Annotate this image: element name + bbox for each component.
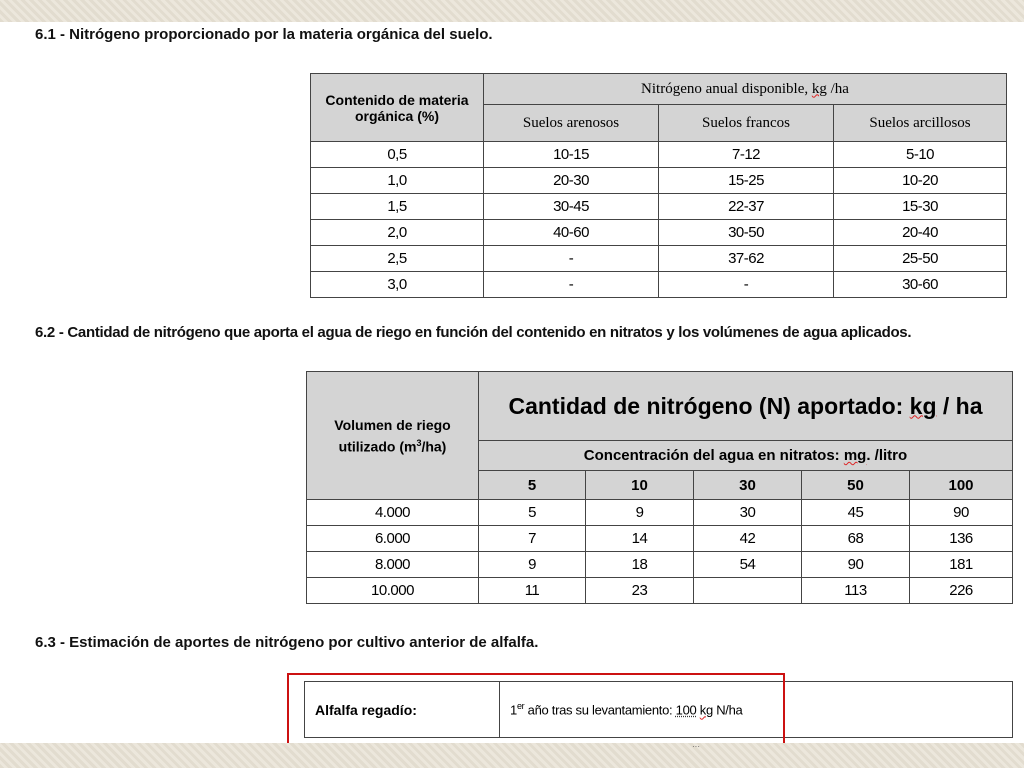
table-cell: 25-50 [834,246,1007,272]
section-6-2-heading: 6.2 - Cantidad de nitrógeno que aporta el agua de riego en función del contenido en nitratos y los volúmenes de agua aplicados. [35,324,912,341]
table-cell: 7 [479,526,586,552]
table-cell: 54 [694,552,802,578]
nitrogen-amount-header: Cantidad de nitrógeno (N) aportado: kg / ha [479,372,1013,441]
table-row [307,500,1013,526]
column-header: 100 [910,471,1013,500]
table-cell: 3,0 [311,272,484,298]
table-cell: 14 [586,526,694,552]
bottom-border-strip [0,743,1024,768]
table-cell: 9 [479,552,586,578]
table-cell: 11 [479,578,586,604]
table-cell: 90 [802,552,910,578]
table-cell: 20-30 [484,168,659,194]
table-cell: - [484,272,659,298]
table-row [307,552,1013,578]
table-cell: 40-60 [484,220,659,246]
alfalfa-label: Alfalfa regadío: [305,682,500,738]
table-cell: 18 [586,552,694,578]
table-cell: 113 [802,578,910,604]
table-cell [694,578,802,604]
table-cell: 30-50 [659,220,834,246]
table-cell: 90 [910,500,1013,526]
sandy-soil-header: Suelos arenosos [484,105,659,142]
table-cell: 45 [802,500,910,526]
table-cell: 0,5 [311,142,484,168]
table-cell: 22-37 [659,194,834,220]
table-cell: 136 [910,526,1013,552]
annual-nitrogen-header: Nitrógeno anual disponible, kg /ha [484,74,1007,105]
page-marker-icon: ··· [692,742,700,751]
irrigation-nitrogen-table [306,371,1013,604]
table-cell: 30-45 [484,194,659,220]
table-cell: 15-25 [659,168,834,194]
table-cell: 5-10 [834,142,1007,168]
table-cell: 20-40 [834,220,1007,246]
column-header: 50 [802,471,910,500]
nitrate-concentration-header: Concentración del agua en nitratos: mg. /litro [479,441,1013,471]
table-cell: 2,5 [311,246,484,272]
irrigation-volume-header: Volumen de riego utilizado $(m^3/ha)$ [307,372,479,500]
organic-matter-header: Contenido de materia orgánica (%) [311,74,484,142]
table-cell: 8.000 [307,552,479,578]
table-row [307,578,1013,604]
table-cell: 1,5 [311,194,484,220]
column-header: 30 [694,471,802,500]
table-cell: - [659,272,834,298]
top-border-strip [0,0,1024,22]
table-row [311,220,1007,246]
red-highlight-box [287,673,785,753]
table-row [311,168,1007,194]
table-cell: 10-15 [484,142,659,168]
table-cell: 4.000 [307,500,479,526]
table-row [311,142,1007,168]
table-cell: 226 [910,578,1013,604]
section-6-1-heading: 6.1 - Nitrógeno proporcionado por la materia orgánica del suelo. [35,26,493,43]
table-cell: 30 [694,500,802,526]
table-cell: 1,0 [311,168,484,194]
table-cell: 2,0 [311,220,484,246]
column-header: 10 [586,471,694,500]
table-row [307,526,1013,552]
table-cell: 42 [694,526,802,552]
table-cell: 6.000 [307,526,479,552]
table-cell: 68 [802,526,910,552]
clay-soil-header: Suelos arcillosos [834,105,1007,142]
table-cell: 37-62 [659,246,834,272]
table-cell: 15-30 [834,194,1007,220]
table-cell: 23 [586,578,694,604]
table-cell: 10.000 [307,578,479,604]
alfalfa-value: 1er año tras su levantamiento: 100 kg N/ha [500,682,1013,738]
table-row [311,246,1007,272]
table-cell: 181 [910,552,1013,578]
section-6-3-heading: 6.3 - Estimación de aportes de nitrógeno por cultivo anterior de alfalfa. [35,634,539,651]
organic-matter-nitrogen-table [310,73,1007,298]
table-row [311,194,1007,220]
table-cell: 5 [479,500,586,526]
loam-soil-header: Suelos francos [659,105,834,142]
table-cell: 10-20 [834,168,1007,194]
table-cell: - [484,246,659,272]
column-header: 5 [479,471,586,500]
table-cell: 9 [586,500,694,526]
table-cell: 30-60 [834,272,1007,298]
table-cell: 7-12 [659,142,834,168]
table-row [311,272,1007,298]
